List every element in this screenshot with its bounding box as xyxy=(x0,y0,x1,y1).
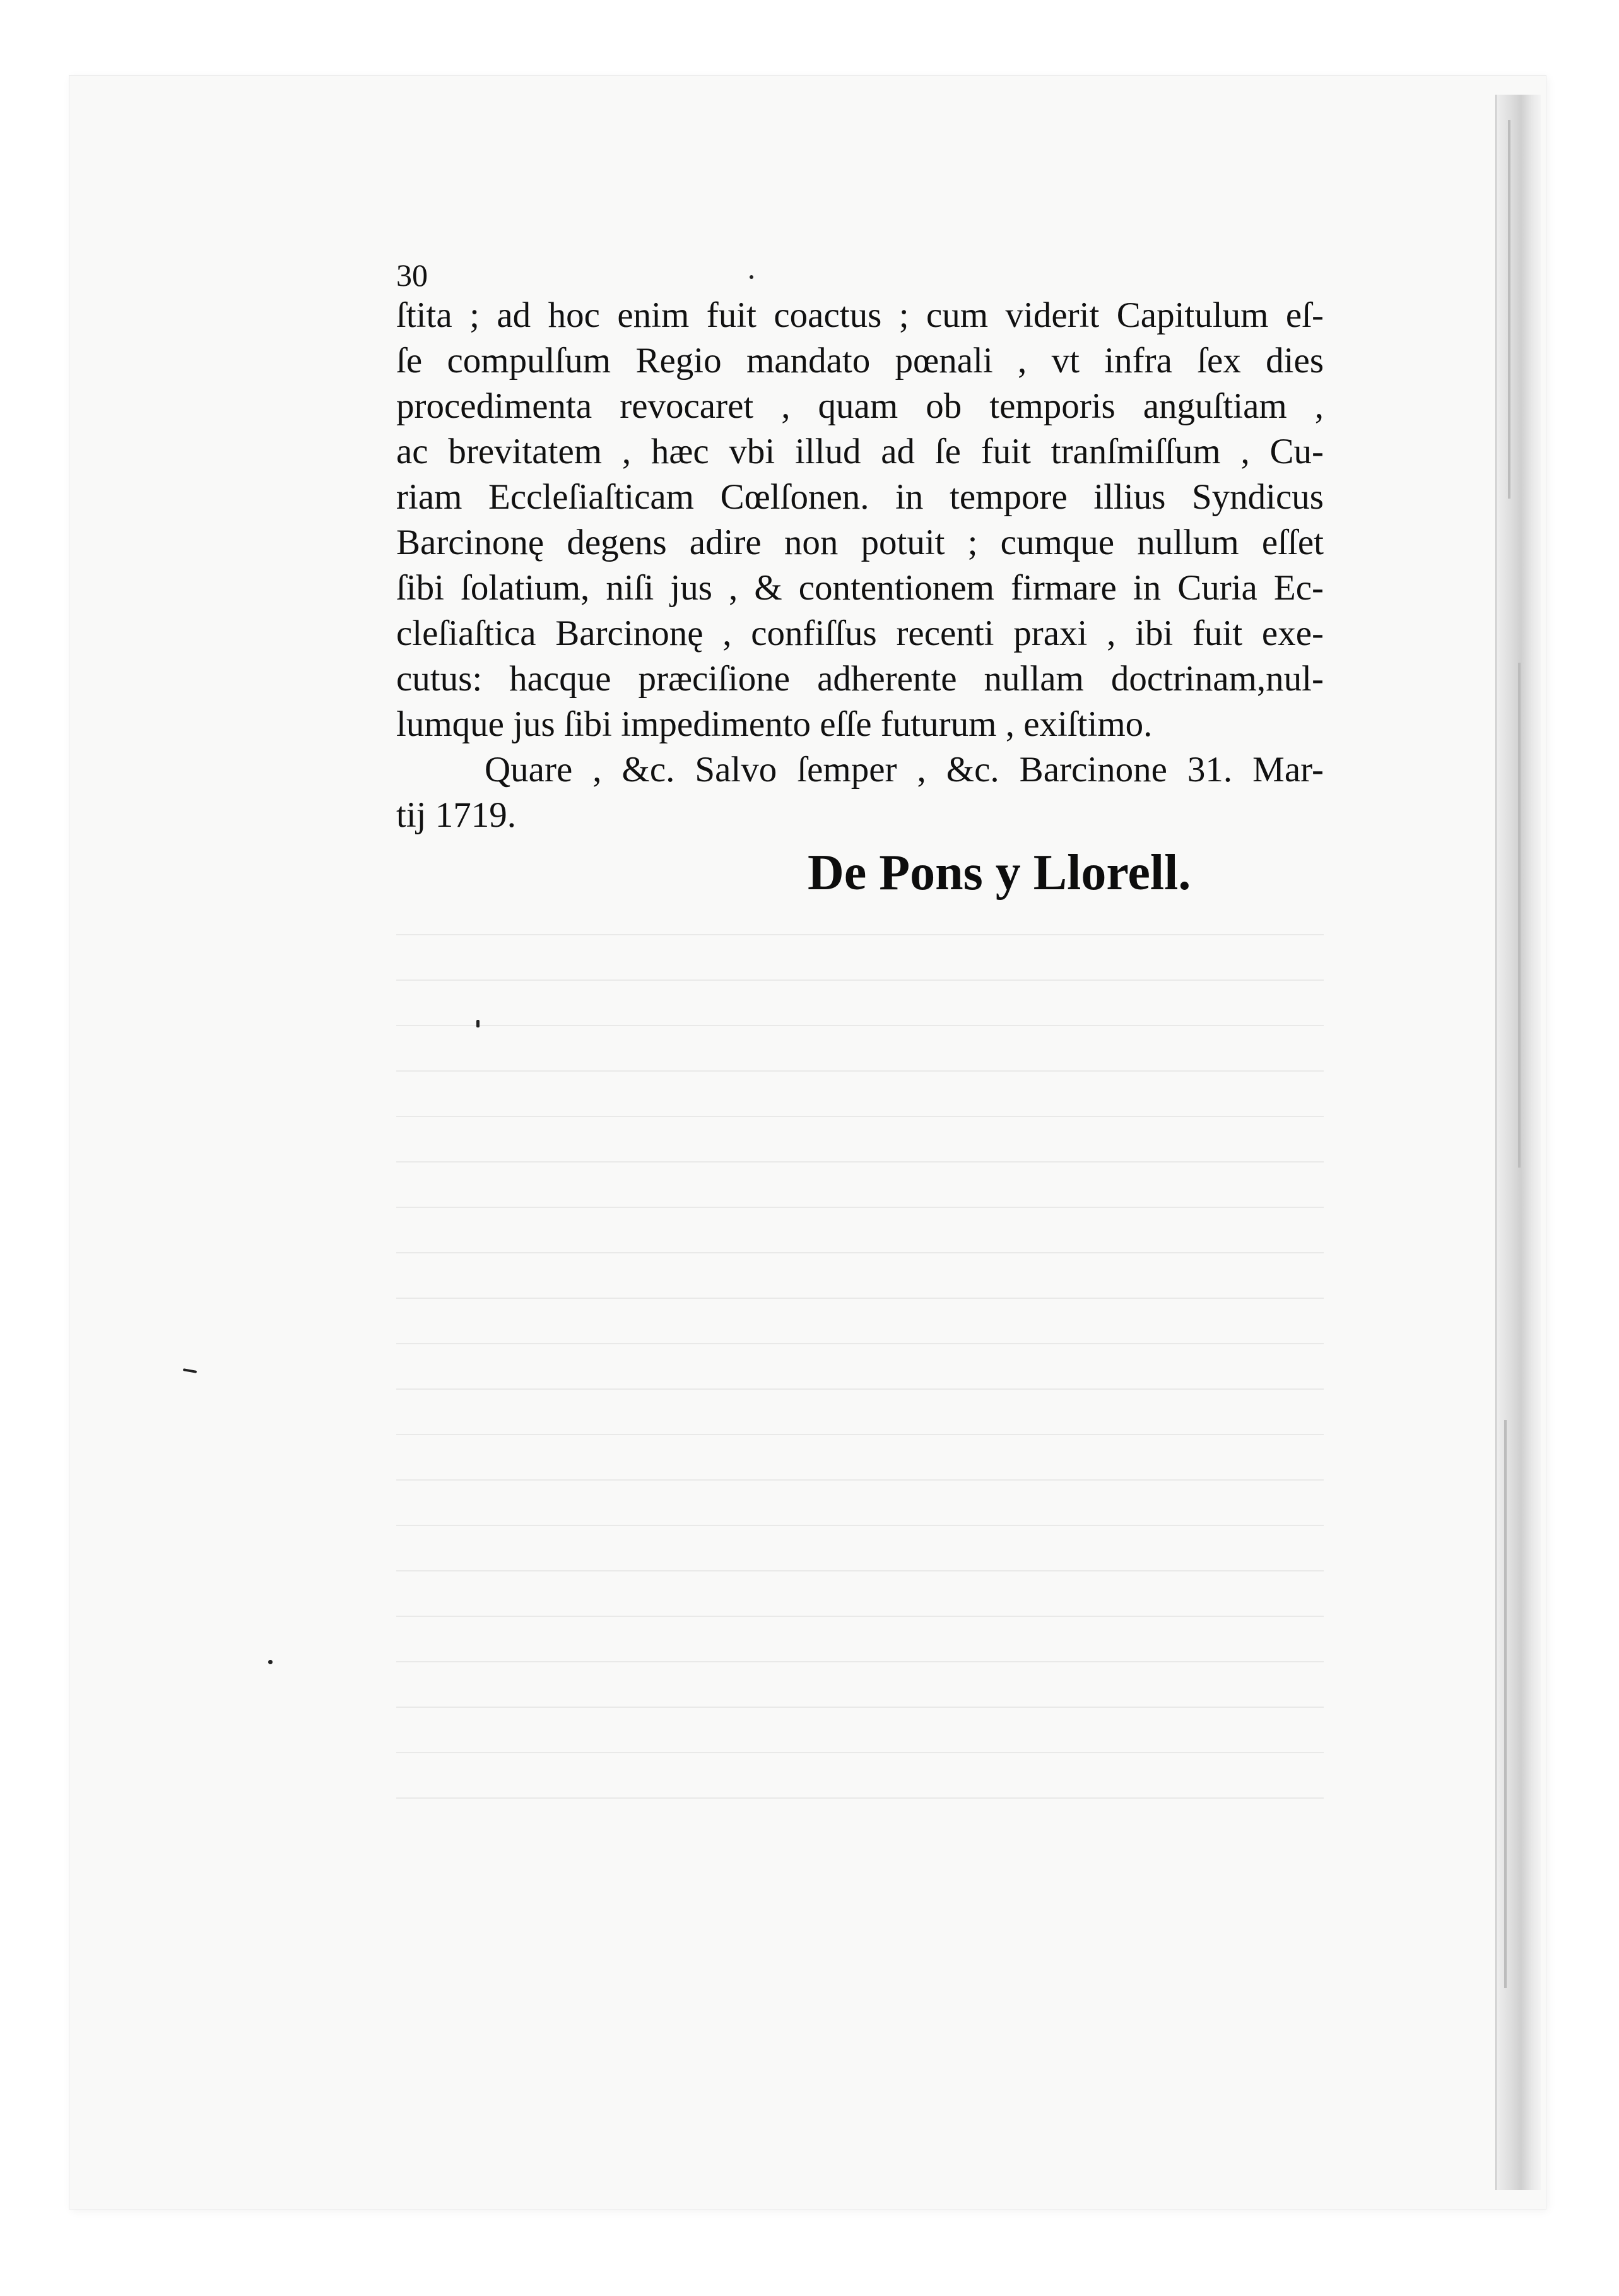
page-edge-fiber xyxy=(1518,663,1521,1168)
ink-speck xyxy=(750,275,753,279)
ink-speck xyxy=(476,1020,480,1027)
page-edge xyxy=(1495,95,1541,2190)
body-line: lumque jus ſibi impedimento eſſe futurum , exiſtimo. xyxy=(396,704,1153,744)
body-line: cleſiaſtica Barcinonę , confiſſus recenti praxi , ibi fuit exe- xyxy=(396,613,1324,653)
body-line: ſibi ſolatium, niſi jus , & contentionem firmare in Curia Ec- xyxy=(396,568,1324,608)
body-line: ac brevitatem , hæc vbi illud ad ſe fuit tranſmiſſum , Cu- xyxy=(396,432,1324,471)
signature: De Pons y Llorell. xyxy=(808,845,1191,901)
body-line: riam Eccleſiaſticam Cœlſonen. in tempore illius Syndicus xyxy=(396,477,1324,517)
body-line: cutus: hacque præciſione adherente nullam doctrinam,nul- xyxy=(396,659,1324,699)
page-edge-fiber xyxy=(1508,120,1510,499)
document-text xyxy=(396,257,1324,838)
closing-line: tij 1719. xyxy=(396,795,517,835)
body-line: ſtita ; ad hoc enim fuit coactus ; cum viderit Capitulum eſ- xyxy=(396,295,1324,335)
page-edge-fiber xyxy=(1504,1420,1507,1988)
ink-speck xyxy=(268,1660,273,1664)
body-line: ſe compulſum Regio mandato pœnali , vt infra ſex dies xyxy=(396,341,1324,381)
body-line: Barcinonę degens adire non potuit ; cumque nullum eſſet xyxy=(396,523,1324,562)
page-number: 30 xyxy=(396,257,428,293)
bleed-through-text xyxy=(396,934,1324,1830)
closing-line: Quare , &c. Salvo ſemper , &c. Barcinone 31. Mar- xyxy=(485,750,1324,790)
body-line: procedimenta revocaret , quam ob temporis anguſtiam , xyxy=(396,386,1324,426)
